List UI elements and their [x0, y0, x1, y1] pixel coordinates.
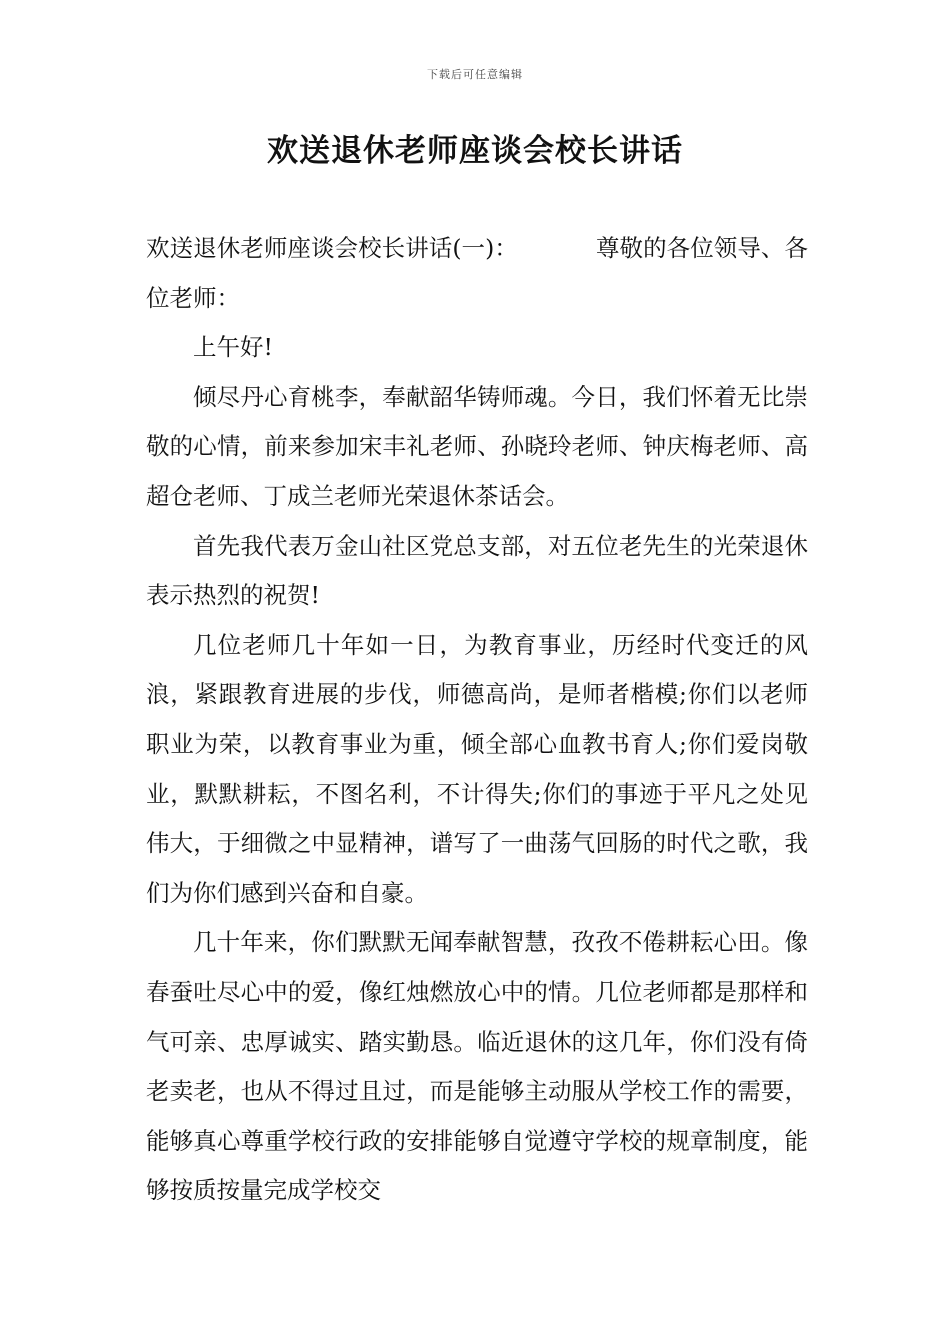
paragraph-dedication: 几十年来，你们默默无闻奉献智慧，孜孜不倦耕耘心田。像春蚕吐尽心中的爱，像红烛燃放心中的情。几位老师都是那样和气可亲、忠厚诚实、踏实勤恳。临近退休的这几年，你们没有倚老卖老，也从不得过且过，而是能够主动服从学校工作的需要，能够真心尊重学校行政的安排能够自觉遵守学校的规章制度，能够按质按量完成学校交 [146, 928, 808, 1205]
header-note: 下载后可任意编辑 [427, 68, 523, 81]
document-title: 欢送退休老师座谈会校长讲话 [267, 133, 683, 169]
paragraph-praise: 几位老师几十年如一日，为教育事业，历经时代变迁的风浪，紧跟教育进展的步伐，师德高尚，是师者楷模;你们以老师职业为荣，以教育事业为重，倾全部心血教书育人;你们爱岗敬业，默默耕耘，不图名利，不计得失;你们的事迹于平凡之处见伟大，于细微之中显精神，谱写了一曲荡气回肠的时代之歌，我们为你们感到兴奋和自豪。 [146, 630, 808, 907]
paragraph-greeting: 上午好! [193, 333, 273, 362]
intro-label: 欢送退休老师座谈会校长讲话(一)： [146, 234, 518, 262]
paragraph-congratulations: 首先我代表万金山社区党总支部，对五位老先生的光荣退休表示热烈的祝贺! [146, 531, 808, 610]
document-body [146, 224, 808, 1216]
intro-greeting: 尊敬的各位领导、各位老师： [146, 234, 808, 312]
intro-paragraph [146, 224, 808, 323]
paragraph-opening: 倾尽丹心育桃李，奉献韶华铸师魂。今日，我们怀着无比崇敬的心情，前来参加宋丰礼老师、孙晓玲老师、钟庆梅老师、高超仓老师、丁成兰老师光荣退休茶话会。 [146, 382, 808, 510]
